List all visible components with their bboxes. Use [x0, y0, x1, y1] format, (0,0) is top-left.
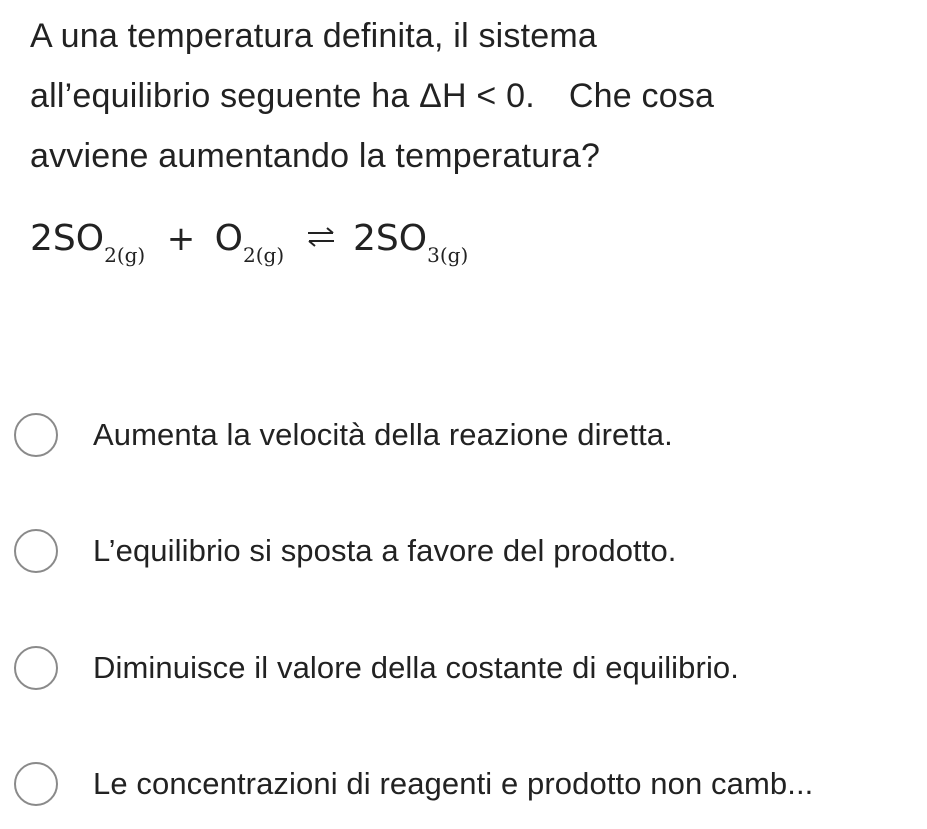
reactant-o2-subscript: 2(g)	[242, 243, 285, 267]
answer-option-3[interactable]	[0, 613, 927, 723]
product-so3-subscript: 3(g)	[427, 243, 469, 267]
radio-button-1[interactable]	[14, 413, 58, 457]
question-line-2a: all’equilibrio seguente ha ΔH < 0.	[30, 77, 535, 115]
question-line-2b: Che cosa	[568, 77, 715, 115]
reactant-o2: O	[214, 218, 243, 259]
answer-option-2-label: L’equilibrio si sposta a favore del prodotto.	[93, 533, 677, 568]
question-text	[30, 6, 910, 186]
answer-option-1[interactable]	[0, 380, 927, 490]
question-line-2	[30, 66, 910, 126]
question-line-1: A una temperatura definita, il sistema	[30, 17, 598, 55]
question-line-3: avviene aumentando la temperatura?	[30, 137, 601, 175]
answer-option-3-label: Diminuisce il valore della costante di equilibrio.	[93, 650, 739, 685]
radio-button-3[interactable]	[14, 646, 58, 690]
plus-sign: +	[166, 219, 196, 259]
answer-option-1-label: Aumenta la velocità della reazione diretta.	[93, 417, 673, 452]
equilibrium-arrow-icon	[306, 216, 336, 257]
radio-button-4[interactable]	[14, 762, 58, 806]
reactant-so2-subscript: 2(g)	[104, 243, 146, 267]
answer-option-4[interactable]	[0, 729, 927, 829]
answer-option-4-label: Le concentrazioni di reagenti e prodotto non camb...	[93, 766, 814, 801]
chemical-equation	[30, 216, 468, 267]
product-so3: 2SO	[353, 218, 428, 259]
radio-button-2[interactable]	[14, 529, 58, 573]
reactant-so2: 2SO	[30, 218, 105, 259]
answer-option-2[interactable]	[0, 496, 927, 606]
